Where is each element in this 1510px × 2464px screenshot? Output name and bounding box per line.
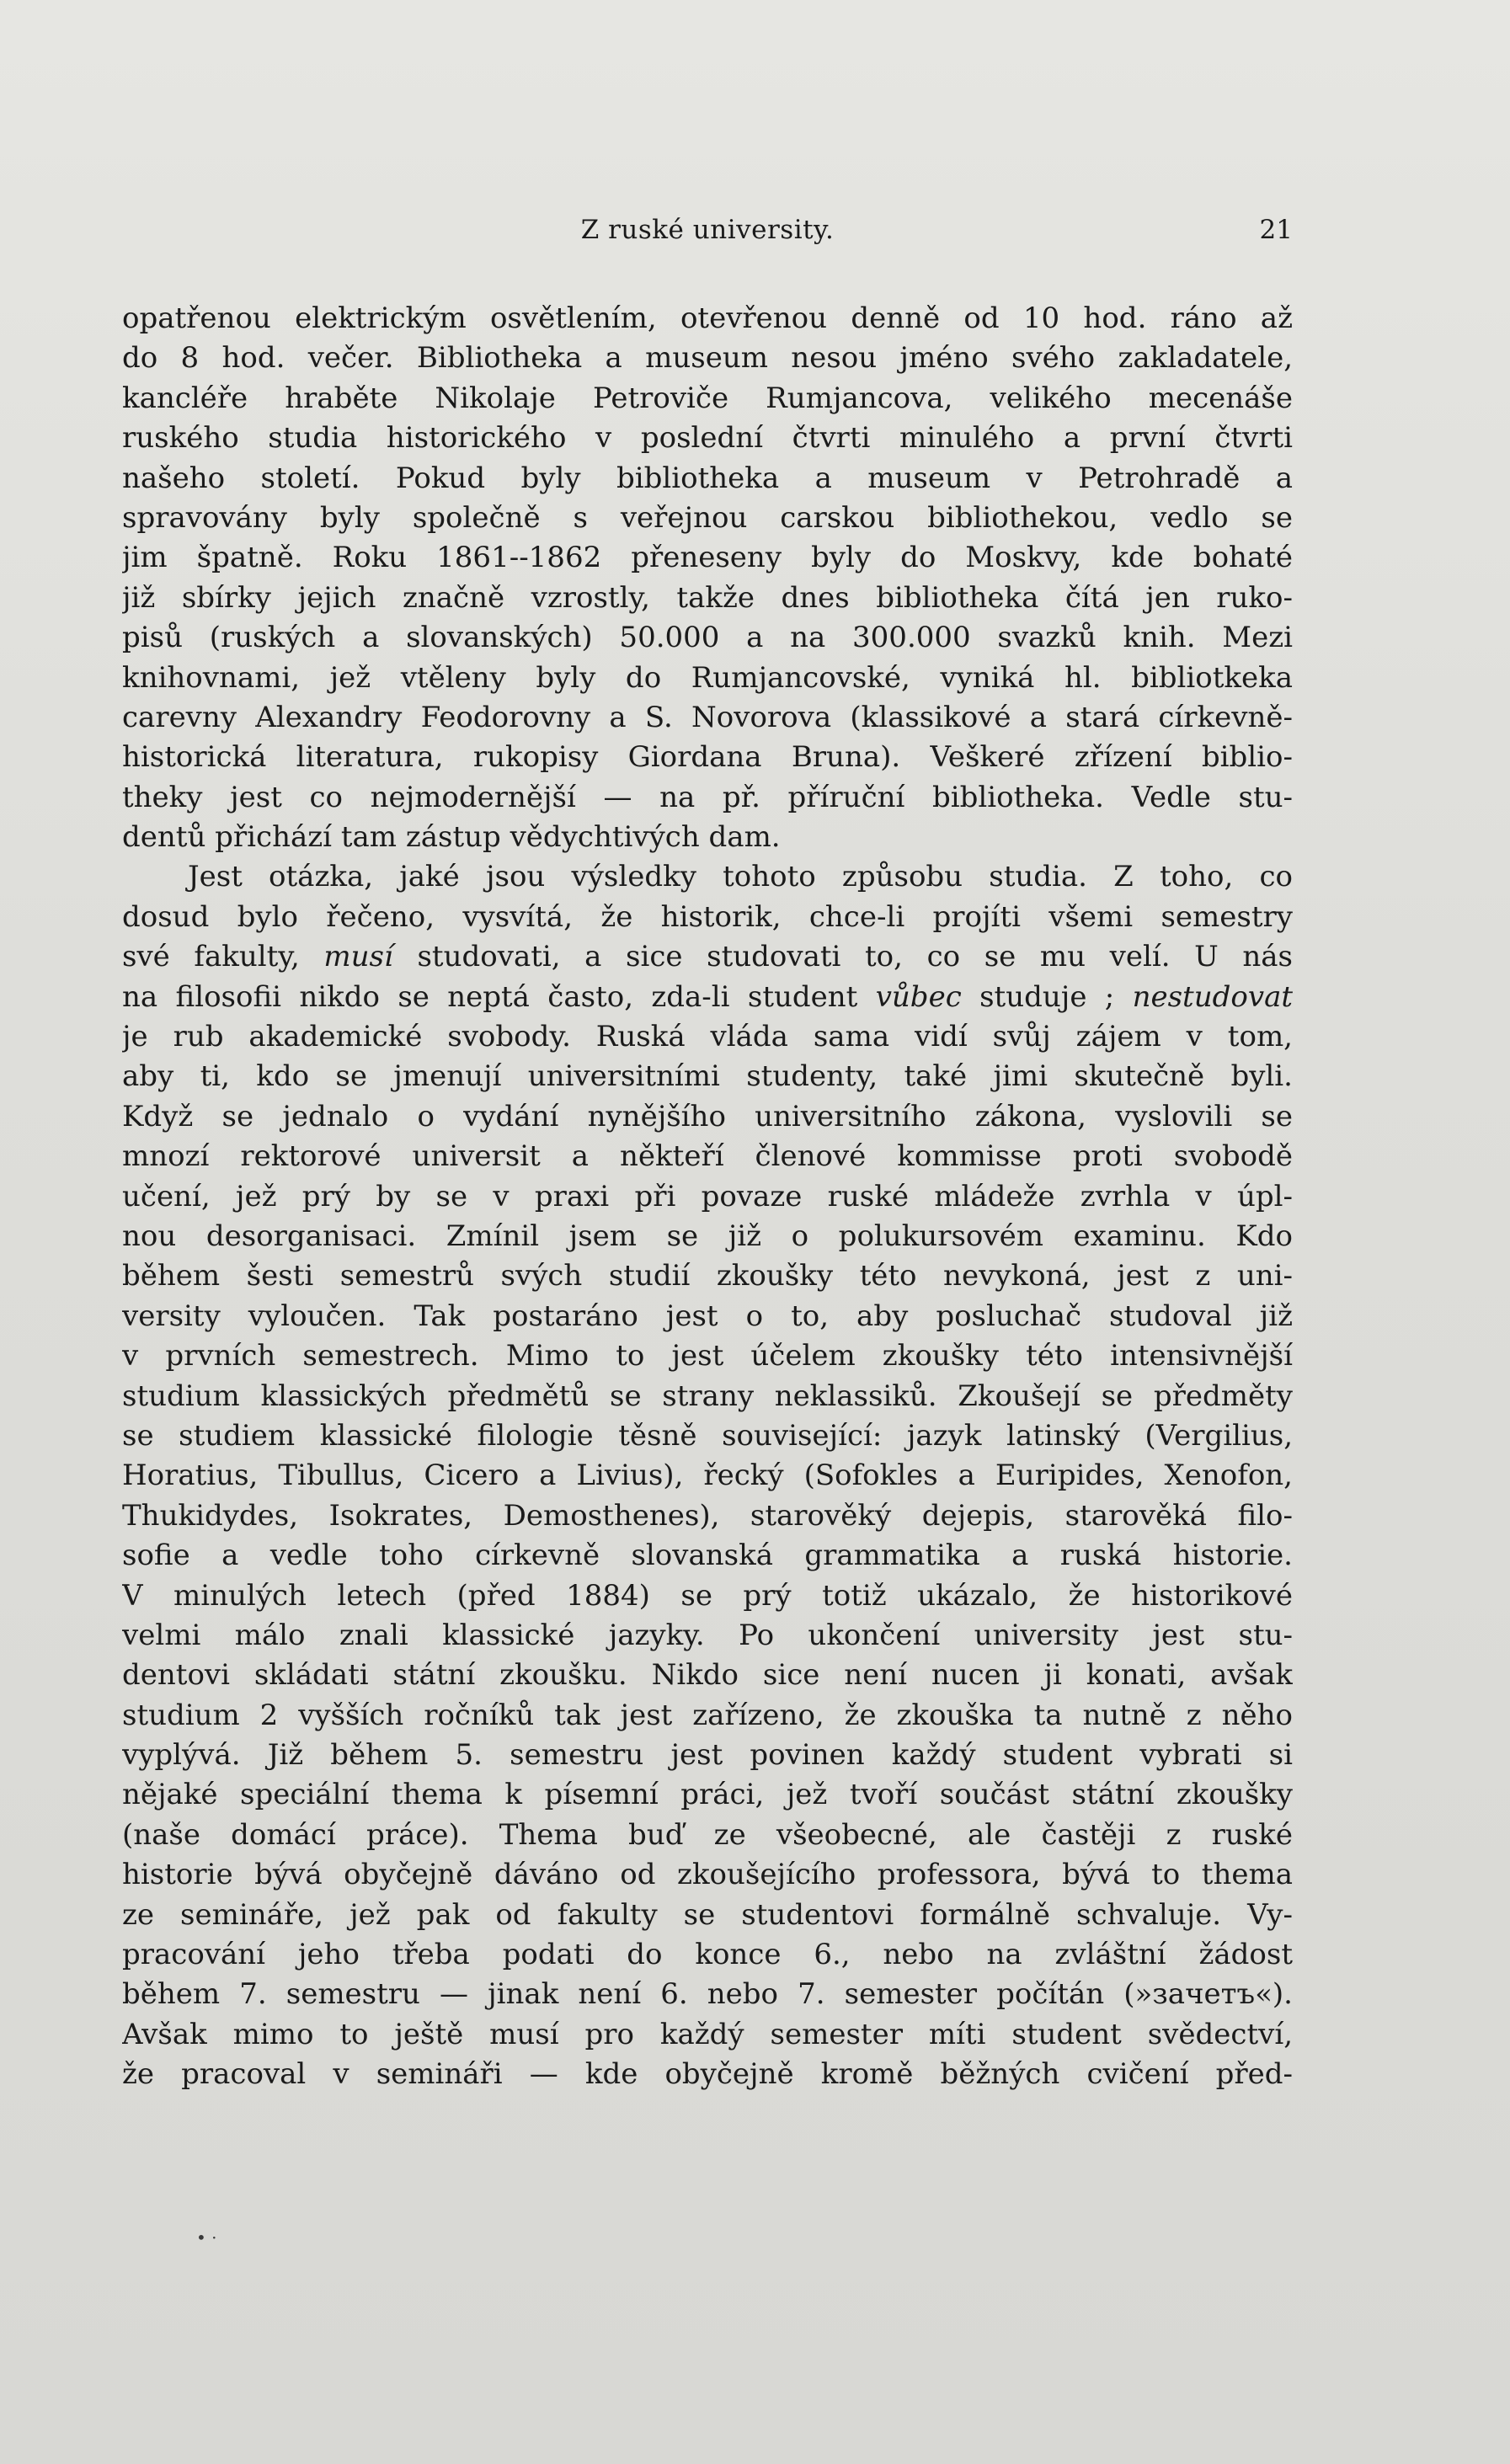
text-line: ze semináře, jež pak od fakulty se studentovi formálně schvaluje. Vy- bbox=[122, 1897, 1293, 1932]
text-line: sofie a vedle toho církevně slovanská grammatika a ruská historie. bbox=[122, 1539, 1293, 1573]
text-line: jim špatně. Roku 1861--1862 přeneseny byly do Moskvy, kde bohaté bbox=[122, 541, 1293, 575]
text-line: versity vyloučen. Tak postaráno jest o to, aby posluchač studoval již bbox=[122, 1299, 1293, 1333]
text-line: do 8 hod. večer. Bibliotheka a museum nesou jméno svého zakladatele, bbox=[122, 341, 1293, 376]
text-line: studium 2 vyšších ročníků tak jest zařízeno, že zkouška ta nutně z něho bbox=[122, 1698, 1293, 1732]
text-line: mnozí rektorové universit a někteří členové kommisse proti svobodě bbox=[122, 1139, 1293, 1174]
text-line: během šesti semestrů svých studií zkoušky této nevykoná, jest z uni- bbox=[122, 1259, 1293, 1293]
text-line: ruského studia historického v poslední čtvrti minulého a první čtvrti bbox=[122, 421, 1293, 456]
text-line: velmi málo znali klassické jazyky. Po ukončení university jest stu- bbox=[122, 1618, 1293, 1652]
text-line bbox=[122, 978, 1293, 1017]
running-title: Z ruské university. bbox=[580, 215, 835, 245]
text-line: V minulých letech (před 1884) se prý totiž ukázalo, že historikové bbox=[122, 1578, 1293, 1613]
text-line: se studiem klassické filologie těsně související: jazyk latinský (Vergilius, bbox=[122, 1418, 1293, 1453]
text-line: knihovnami, jež vtěleny byly do Rumjancovské, vyniká hl. bibliotkeka bbox=[122, 660, 1293, 695]
text-line: během 7. semestru — jinak není 6. nebo 7. semester počítán (»зачетъ«). bbox=[122, 1977, 1293, 2012]
text-segment: studovati, a sice studovati to, co se mu velí. U nás bbox=[392, 940, 1293, 974]
text-line: že pracoval v semináři — kde obyčejně kromě běžných cvičení před- bbox=[122, 2057, 1293, 2092]
text-line: nou desorganisaci. Zmínil jsem se již o polukursovém examinu. Kdo bbox=[122, 1219, 1293, 1253]
footer-mark: • · bbox=[196, 2227, 217, 2248]
page-number: 21 bbox=[1259, 215, 1293, 245]
text-line: Když se jednalo o vydání nynějšího universitního zákona, vyslovili se bbox=[122, 1099, 1293, 1133]
text-line: spravovány byly společně s veřejnou carskou bibliothekou, vedlo se bbox=[122, 500, 1293, 535]
text-line: nějaké speciální thema k písemní práci, jež tvoří součást státní zkoušky bbox=[122, 1778, 1293, 1812]
italic-word: vůbec bbox=[875, 979, 962, 1014]
text-line: Jest otázka, jaké jsou výsledky tohoto způsobu studia. Z toho, co bbox=[188, 860, 1293, 894]
body-text bbox=[122, 299, 1293, 2095]
text-line: carevny Alexandry Feodorovny a S. Novorova (klassikové a stará církevně- bbox=[122, 700, 1293, 734]
text-line: Horatius, Tibullus, Cicero a Livius), řecký (Sofokles a Euripides, Xenofon, bbox=[122, 1459, 1293, 1493]
text-line: Thukidydes, Isokrates, Demosthenes), starověký dejepis, starověká filo- bbox=[122, 1498, 1293, 1533]
text-line: opatřenou elektrickým osvětlením, otevřenou denně od 10 hod. ráno až bbox=[122, 301, 1293, 335]
italic-word: nestudovat bbox=[1132, 979, 1293, 1014]
text-line: dentů přichází tam zástup vědychtivých dam. bbox=[122, 820, 781, 855]
text-line: historie bývá obyčejně dáváno od zkoušejícího professora, bývá to thema bbox=[122, 1858, 1293, 1892]
text-line: kancléře hraběte Nikolaje Petroviče Rumjancova, velikého mecenáše bbox=[122, 381, 1293, 415]
text-line: již sbírky jejich značně vzrostly, takže dnes bibliotheka čítá jen ruko- bbox=[122, 580, 1293, 615]
text-line: v prvních semestrech. Mimo to jest účelem zkoušky této intensivnější bbox=[122, 1339, 1293, 1373]
text-line bbox=[122, 937, 1293, 977]
text-line: vyplývá. Již během 5. semestru jest povinen každý student vybrati si bbox=[122, 1738, 1293, 1773]
text-segment: své fakulty, bbox=[122, 940, 324, 974]
text-segment: na filosofii nikdo se neptá často, zda-li student bbox=[122, 979, 876, 1014]
text-line: učení, jež prý by se v praxi při povaze ruské mládeže zvrhla v úpl- bbox=[122, 1179, 1293, 1213]
text-line: je rub akademické svobody. Ruská vláda sama vidí svůj zájem v tom, bbox=[122, 1020, 1293, 1054]
page-header bbox=[122, 215, 1293, 265]
text-line: Avšak mimo to ještě musí pro každý semester míti student svědectví, bbox=[122, 2017, 1293, 2051]
text-line: theky jest co nejmodernější — na př. příruční bibliotheka. Vedle stu- bbox=[122, 780, 1293, 814]
text-line: našeho století. Pokud byly bibliotheka a museum v Petrohradě a bbox=[122, 461, 1293, 495]
text-line: studium klassických předmětů se strany neklassiků. Zkoušejí se předměty bbox=[122, 1379, 1293, 1413]
text-line: pracování jeho třeba podati do konce 6., nebo na zvláštní žádost bbox=[122, 1938, 1293, 1972]
text-line: historická literatura, rukopisy Giordana Bruna). Veškeré zřízení biblio- bbox=[122, 740, 1293, 775]
text-line: dosud bylo řečeno, vysvítá, že historik, chce-li projíti všemi semestry bbox=[122, 899, 1293, 934]
text-segment: studuje ; bbox=[961, 979, 1133, 1014]
text-line: aby ti, kdo se jmenují universitními studenty, také jimi skutečně byli. bbox=[122, 1059, 1293, 1094]
text-line: dentovi skládati státní zkoušku. Nikdo sice není nucen ji konati, avšak bbox=[122, 1658, 1293, 1693]
text-line: (naše domácí práce). Thema buď ze všeobecné, ale častěji z ruské bbox=[122, 1817, 1293, 1852]
text-line: pisů (ruských a slovanských) 50.000 a na 300.000 svazků knih. Mezi bbox=[122, 621, 1293, 655]
italic-word: musí bbox=[323, 940, 393, 974]
